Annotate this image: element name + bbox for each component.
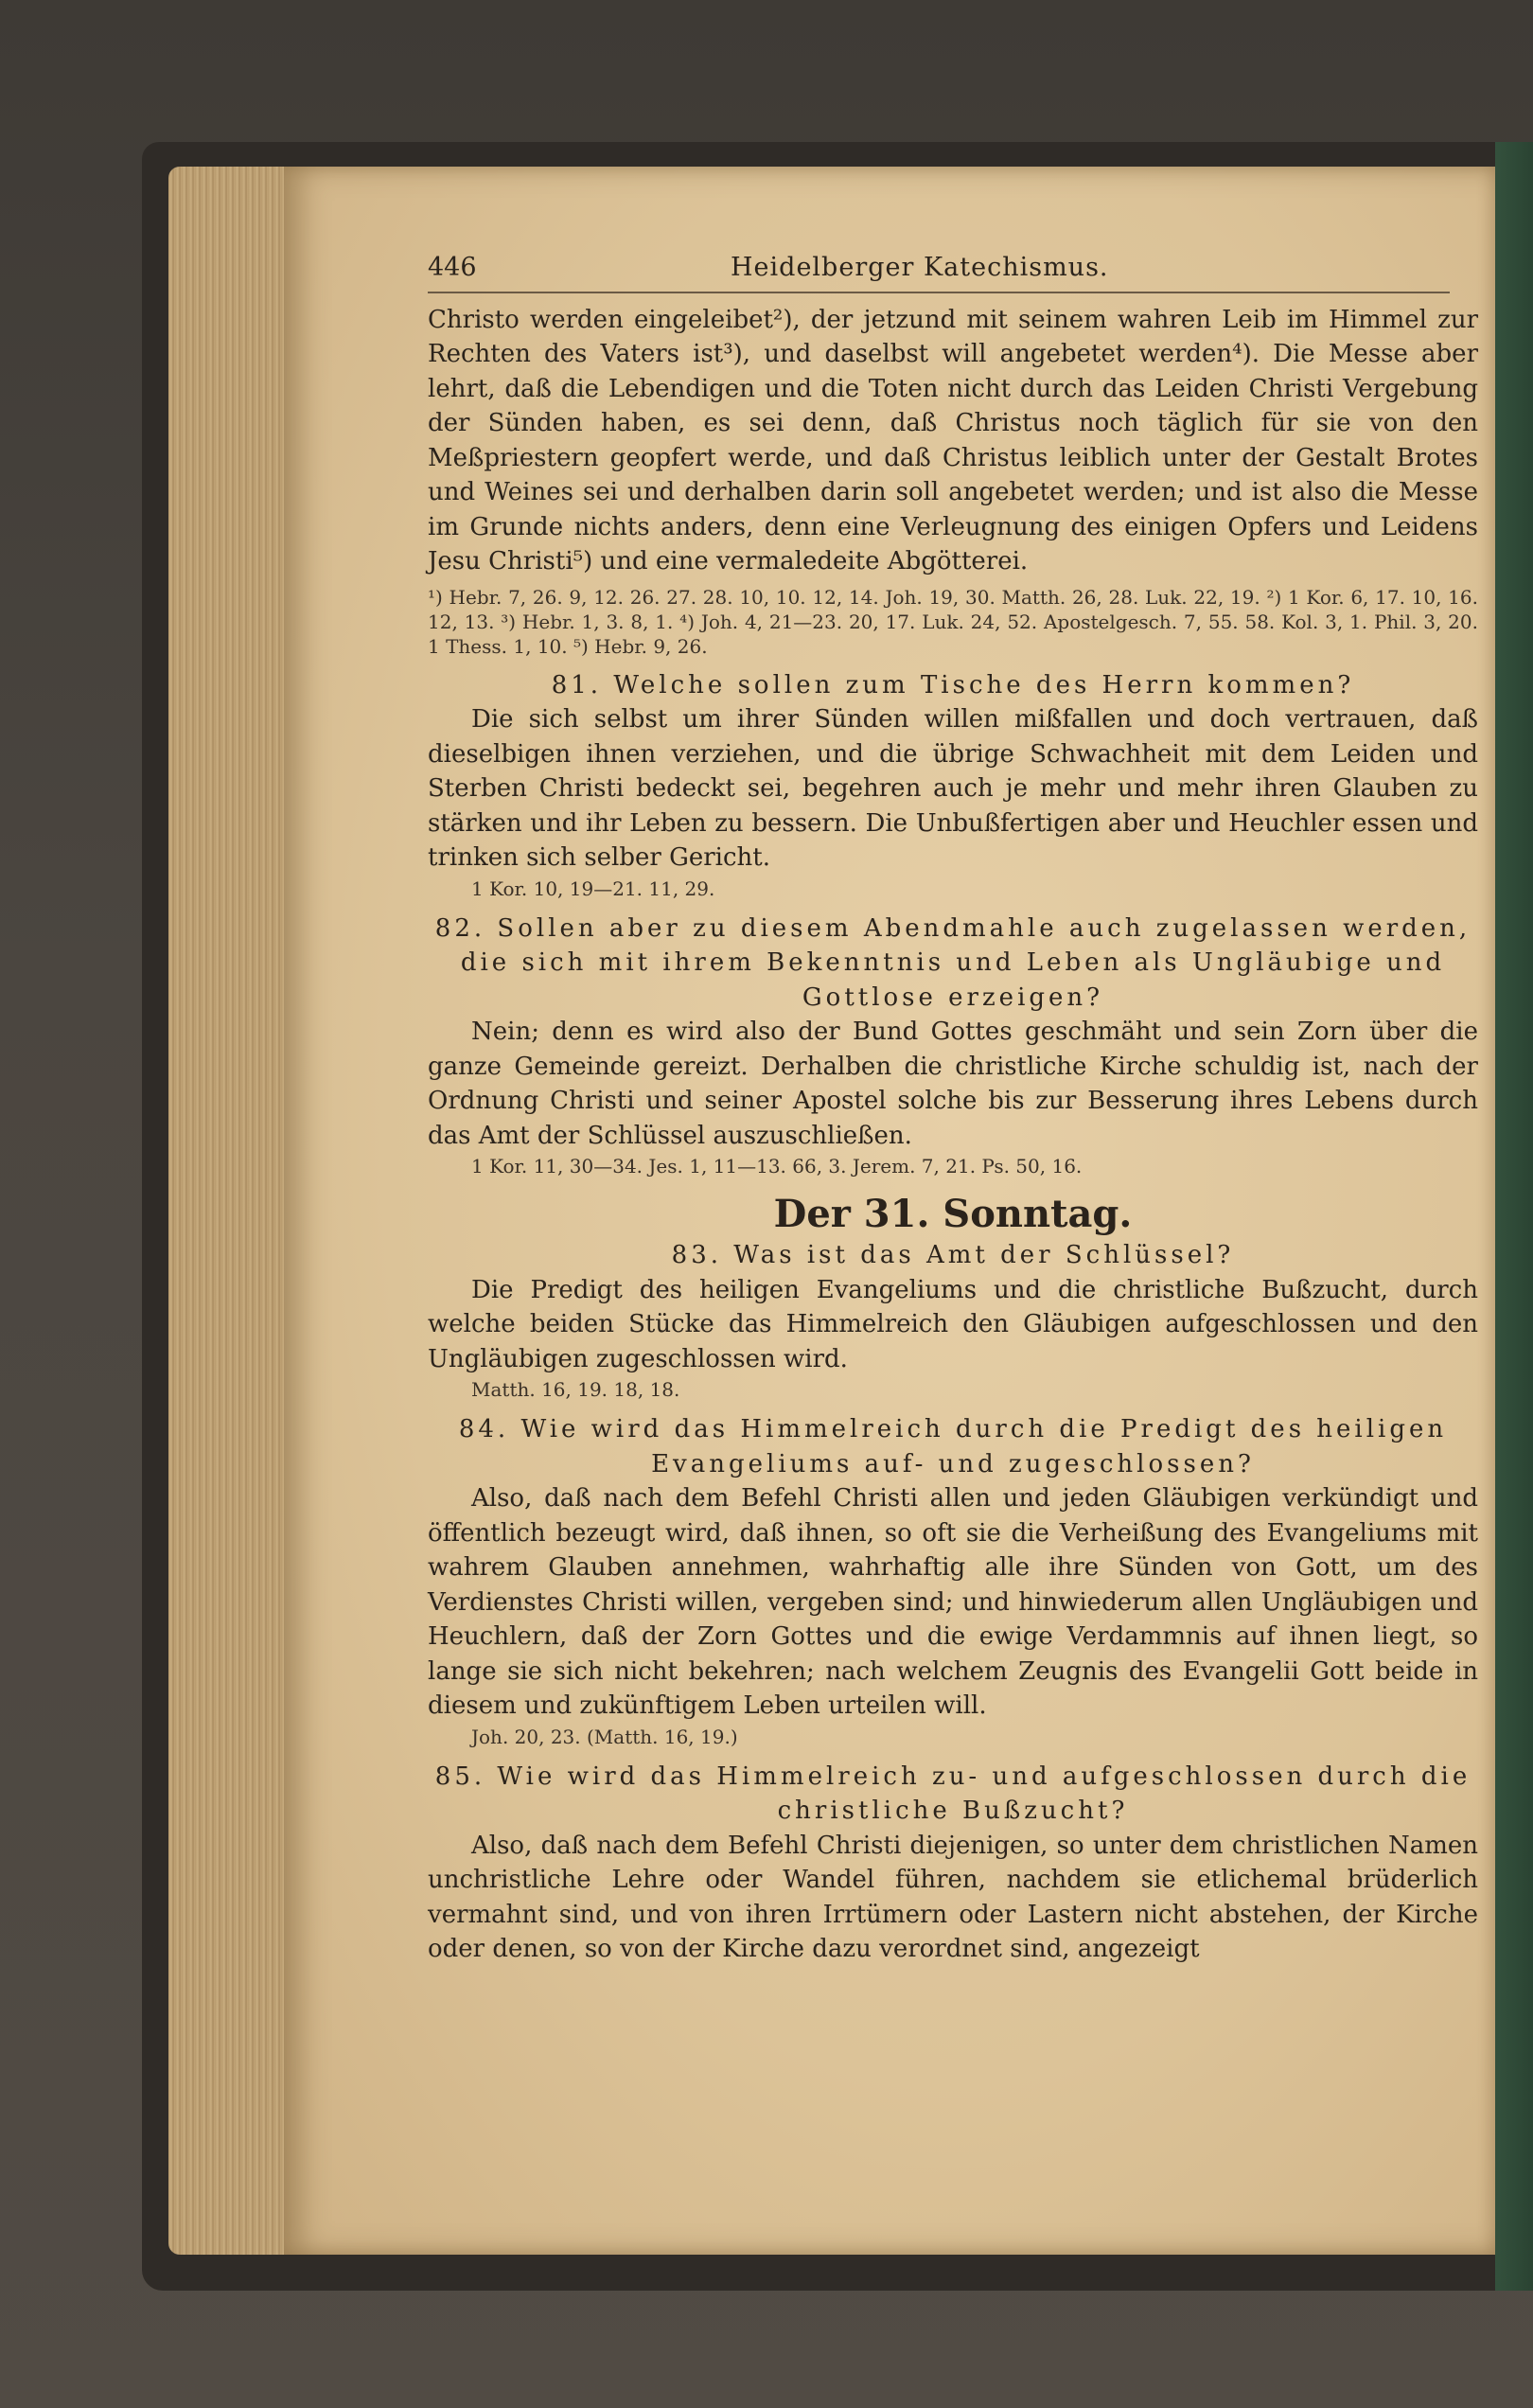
intro-paragraph: Christo werden eingeleibet²), der jetzund mit seinem wahren Leib im Himmel zur Rechten des Vaters ist³), und daselbst will angebetet werden⁴). Die Messe aber lehrt, daß die Lebendigen und die Toten nicht durch das Leiden Christi Vergebung der Sünden haben, es sei denn, daß Christus noch täglich für sie von den Meßpriestern geopfert werde, und daß Christus leiblich unter der Gestalt Brotes und Weines sei und derhalben darin soll angebetet werden; und ist also die Messe im Grunde nichts anders, denn eine Verleugnung des einigen Opfers und Leidens Jesu Christi⁵) und eine vermaledeite Abgötterei. — [428, 305, 1478, 575]
answer-81: Die sich selbst um ihrer Sünden willen mißfallen und doch vertrauen, daß dieselbigen ihnen verziehen, und die übrige Schwachheit mit dem Leiden und Sterben Christi bedeckt sei, begehren auch je mehr und mehr ihren Glauben zu stärken und ihr Leben zu bessern. Die Unbußfertigen aber und Heuchler essen und trinken sich selber Gericht. — [428, 705, 1478, 872]
answer-83: Die Predigt des heiligen Evangeliums und die christliche Bußzucht, durch welche beiden Stücke das Himmelreich den Gläubigen aufgeschlossen und den Ungläubigen zugeschlossen wird. — [428, 1275, 1478, 1373]
question-83: 83. Was ist das Amt der Schlüssel? — [671, 1241, 1235, 1269]
question-84: 84. Wie wird das Himmelreich durch die Predigt des heiligen Evangeliums auf- und zugeschlossen? — [458, 1415, 1448, 1478]
refs-84: Joh. 20, 23. (Matth. 16, 19.) — [471, 1725, 738, 1748]
question-82: 82. Sollen aber zu diesem Abendmahle auch zugelassen werden, die sich mit ihrem Bekenntnis und Leben als Ungläubige und Gottlose erzeigen? — [434, 913, 1471, 1012]
footnotes: ¹) Hebr. 7, 26. 9, 12. 26. 27. 28. 10, 10. 12, 14. Joh. 19, 30. Matth. 26, 28. Luk. 22, 19. ²) 1 Kor. 6, 17. 10, 16. 12, 13. ³) Hebr. 1, 3. 8, 1. ⁴) Joh. 4, 21—23. 20, 17. Luk. 24, 52. Apostelgesch. 7, 55. 58. Kol. 3, 1. Phil. 3, 20. 1 Thess. 1, 10. ⁵) Hebr. 9, 26. — [428, 585, 1478, 658]
refs-81: 1 Kor. 10, 19—21. 11, 29. — [471, 876, 715, 900]
page-header — [428, 251, 1478, 286]
answer-82: Nein; denn es wird also der Bund Gottes geschmäht und sein Zorn über die ganze Gemeinde gereizt. Derhalben die christliche Kirche schuldig ist, nach der Ordnung Christi und seiner Apostel solche bis zur Besserung ihres Lebens durch das Amt der Schlüssel auszuschließen. — [428, 1018, 1478, 1150]
running-title: Heidelberger Katechismus. — [731, 253, 1109, 282]
question-85: 85. Wie wird das Himmelreich zu- und aufgeschlossen durch die christliche Bußzucht? — [434, 1762, 1471, 1825]
header-rule — [428, 292, 1450, 293]
refs-82: 1 Kor. 11, 30—34. Jes. 1, 11—13. 66, 3. Jerem. 7, 21. Ps. 50, 16. — [471, 1155, 1083, 1177]
refs-83: Matth. 16, 19. 18, 18. — [471, 1378, 680, 1401]
answer-84: Also, daß nach dem Befehl Christi allen und jeden Gläubigen verkündigt und öffentlich bezeugt wird, daß ihnen, so oft sie die Verheißung des Evangeliums mit wahrem Glauben annehmen, wahrhaftig alle ihre Sünden von Gott, um des Verdienstes Christi willen, vergeben sind; und hinwiederum allen Ungläubigen und Heuchlern, daß der Zorn Gottes und die ewige Verdammnis auf ihnen liegt, so lange sie sich nicht bekehren; nach welchem Zeugnis des Evangelii Gott beide in diesem und zukünftigem Leben urteilen will. — [428, 1484, 1478, 1720]
answer-85: Also, daß nach dem Befehl Christi diejenigen, so unter dem christlichen Namen unchristliche Lehre oder Wandel führen, nachdem sie etlichemal brüderlich vermahnt sind, und von ihren Irrtümern oder Lastern nicht abstehen, der Kirche oder denen, so von der Kirche dazu verordnet sind, angezeigt — [428, 1831, 1478, 1963]
page-content — [428, 251, 1478, 1967]
sunday-heading: Der 31. Sonntag. — [773, 1192, 1133, 1236]
book-cover-spine-edge — [1495, 142, 1533, 2291]
question-81: 81. Welche sollen zum Tische des Herrn kommen? — [551, 670, 1355, 699]
page-number: 446 — [428, 253, 477, 282]
